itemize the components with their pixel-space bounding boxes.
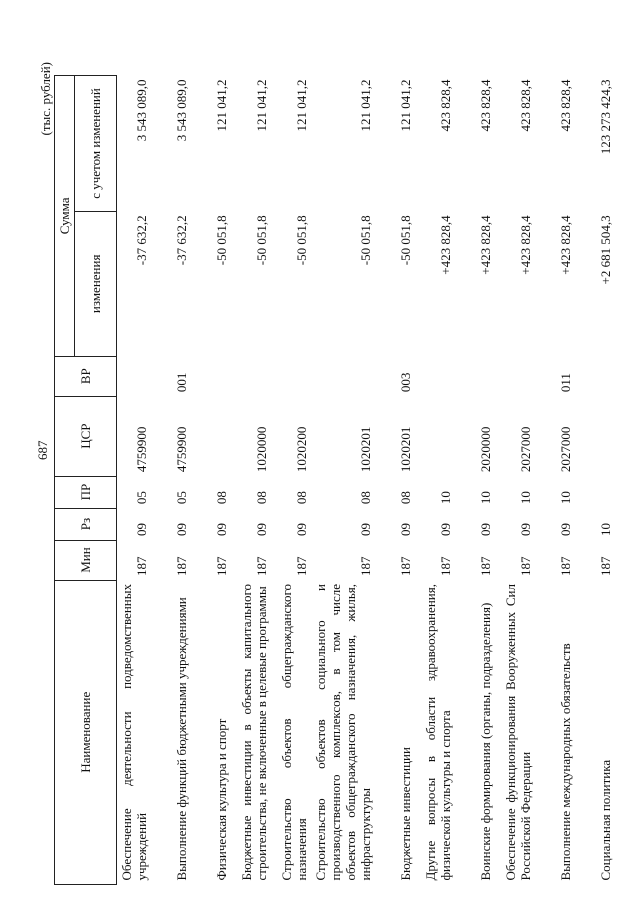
cell-min: 187 [478, 556, 493, 577]
cell-name: Бюджетные инвестиции [398, 747, 413, 881]
cell-min: 187 [518, 556, 533, 577]
cell-csr [575, 396, 615, 476]
cell-vr: 011 [558, 373, 573, 393]
cell-change: -50 051,8 [358, 215, 373, 266]
cell-min: 187 [358, 556, 373, 577]
cell-change: -50 051,8 [294, 215, 309, 266]
cell-total: 121 041,2 [294, 79, 309, 132]
cell-change: -37 632,2 [134, 215, 149, 266]
cell-rz: 09 [214, 523, 229, 537]
cell-min: 187 [134, 556, 149, 577]
cell-name: Бюджетные инвестиции в объекты капитального строительства, не включенные в целевые программы [239, 584, 269, 881]
table-row [495, 76, 535, 885]
cell-rz: 09 [478, 523, 493, 537]
table-row [231, 76, 271, 885]
cell-csr: 4759900 [174, 426, 189, 473]
header-vr: ВР [55, 356, 117, 396]
cell-csr: 2027000 [518, 426, 533, 473]
cell-change: +423 828,4 [478, 215, 493, 275]
cell-vr: 003 [398, 372, 413, 393]
cell-total: 3 543 089,0 [134, 79, 149, 142]
cell-name: Другие вопросы в области здравоохранения, физической культуры и спорта [423, 584, 453, 881]
cell-rz: 09 [174, 523, 189, 537]
cell-min: 187 [398, 556, 413, 577]
header-min: Мин [55, 540, 117, 580]
cell-total: 423 828,4 [558, 79, 573, 132]
cell-name: Выполнение функций бюджетными учреждениями [174, 597, 189, 881]
cell-csr: 1020200 [294, 426, 309, 473]
cell-vr [231, 356, 271, 396]
cell-pr [575, 476, 615, 508]
cell-csr [415, 396, 455, 476]
page-number: 687 [35, 440, 50, 460]
cell-change: -50 051,8 [254, 215, 269, 266]
cell-name: Физическая культура и спорт [214, 718, 229, 881]
cell-rz: 09 [518, 523, 533, 537]
units-label: (тыс. рублей) [38, 62, 53, 136]
header-change: изменения [75, 211, 117, 356]
cell-pr: 10 [518, 491, 533, 505]
cell-vr [117, 356, 152, 396]
cell-vr [415, 356, 455, 396]
cell-csr: 4759900 [134, 426, 149, 473]
cell-vr [575, 356, 615, 396]
cell-vr [271, 356, 311, 396]
cell-pr: 08 [358, 491, 373, 505]
cell-rz: 09 [358, 523, 373, 537]
cell-name: Строительство объектов общегражданского назначения [279, 584, 309, 881]
header-name: Наименование [55, 580, 117, 884]
cell-change: +2 681 504,3 [598, 215, 613, 285]
cell-rz: 09 [398, 523, 413, 537]
cell-min: 187 [294, 556, 309, 577]
cell-pr: 10 [438, 491, 453, 505]
cell-pr: 05 [134, 491, 149, 505]
cell-rz: 10 [598, 523, 613, 537]
cell-pr: 10 [558, 491, 573, 505]
cell-vr [495, 356, 535, 396]
cell-csr: 2020000 [478, 426, 493, 473]
cell-rz: 09 [558, 523, 573, 537]
cell-change: -50 051,8 [398, 215, 413, 266]
cell-min: 187 [438, 556, 453, 577]
cell-pr: 08 [254, 491, 269, 505]
table-row [117, 76, 152, 885]
cell-vr: 001 [174, 372, 189, 393]
table-row [311, 76, 375, 885]
cell-vr [191, 356, 231, 396]
table-row [575, 76, 615, 885]
cell-rz: 09 [438, 523, 453, 537]
cell-rz: 09 [294, 523, 309, 537]
cell-name: Воинские формирования (органы, подразделения) [478, 602, 493, 881]
cell-total: 121 041,2 [398, 79, 413, 132]
cell-vr [311, 356, 375, 396]
cell-min: 187 [174, 556, 189, 577]
cell-name: Выполнение международных обязательств [558, 643, 573, 881]
table-row [151, 76, 191, 885]
cell-change: -37 632,2 [174, 215, 189, 266]
cell-total: 121 041,2 [358, 79, 373, 132]
cell-change: +423 828,4 [558, 215, 573, 275]
cell-csr: 1020000 [254, 426, 269, 473]
cell-total: 121 041,2 [214, 79, 229, 132]
table-row [455, 76, 495, 885]
cell-change: -50 051,8 [214, 215, 229, 266]
cell-vr [455, 356, 495, 396]
header-csr: ЦСР [55, 396, 117, 476]
cell-csr: 2027000 [558, 426, 573, 473]
header-pr: ПР [55, 476, 117, 508]
cell-pr: 08 [398, 491, 413, 505]
cell-name: Обеспечение функционирования Вооруженных Сил Российской Федерации [503, 584, 533, 881]
cell-pr: 08 [214, 491, 229, 505]
cell-name: Обеспечение деятельности подведомственных учреждений [119, 584, 149, 881]
cell-rz: 09 [254, 523, 269, 537]
cell-csr: 1020201 [398, 426, 413, 473]
cell-rz: 09 [134, 523, 149, 537]
cell-pr: 05 [174, 491, 189, 505]
cell-total: 423 828,4 [478, 79, 493, 132]
budget-table [54, 75, 615, 885]
cell-total: 423 828,4 [518, 79, 533, 132]
table-row [375, 76, 415, 885]
table-row [191, 76, 231, 885]
table-row [535, 76, 575, 885]
cell-min: 187 [214, 556, 229, 577]
header-rz: Рз [55, 508, 117, 540]
cell-change: +423 828,4 [518, 215, 533, 275]
cell-total: 423 828,4 [438, 79, 453, 132]
cell-pr: 08 [294, 491, 309, 505]
cell-name: Строительство объектов социального и производственного комплексов, в том числе объектов общегражданского назначения, жилья, инфраструктуры [313, 584, 373, 881]
cell-total: 3 543 089,0 [174, 79, 189, 142]
cell-name: Социальная политика [598, 759, 613, 881]
header-sum: Сумма [55, 76, 75, 357]
cell-min: 187 [598, 556, 613, 577]
cell-min: 187 [558, 556, 573, 577]
table-row [415, 76, 455, 885]
cell-min: 187 [254, 556, 269, 577]
cell-pr: 10 [478, 491, 493, 505]
header-with-changes: с учетом изменений [75, 76, 117, 212]
cell-csr: 1020201 [358, 426, 373, 473]
cell-csr [191, 396, 231, 476]
table-row [271, 76, 311, 885]
cell-change: +423 828,4 [438, 215, 453, 275]
cell-total: 123 273 424,3 [598, 79, 613, 155]
cell-total: 121 041,2 [254, 79, 269, 132]
